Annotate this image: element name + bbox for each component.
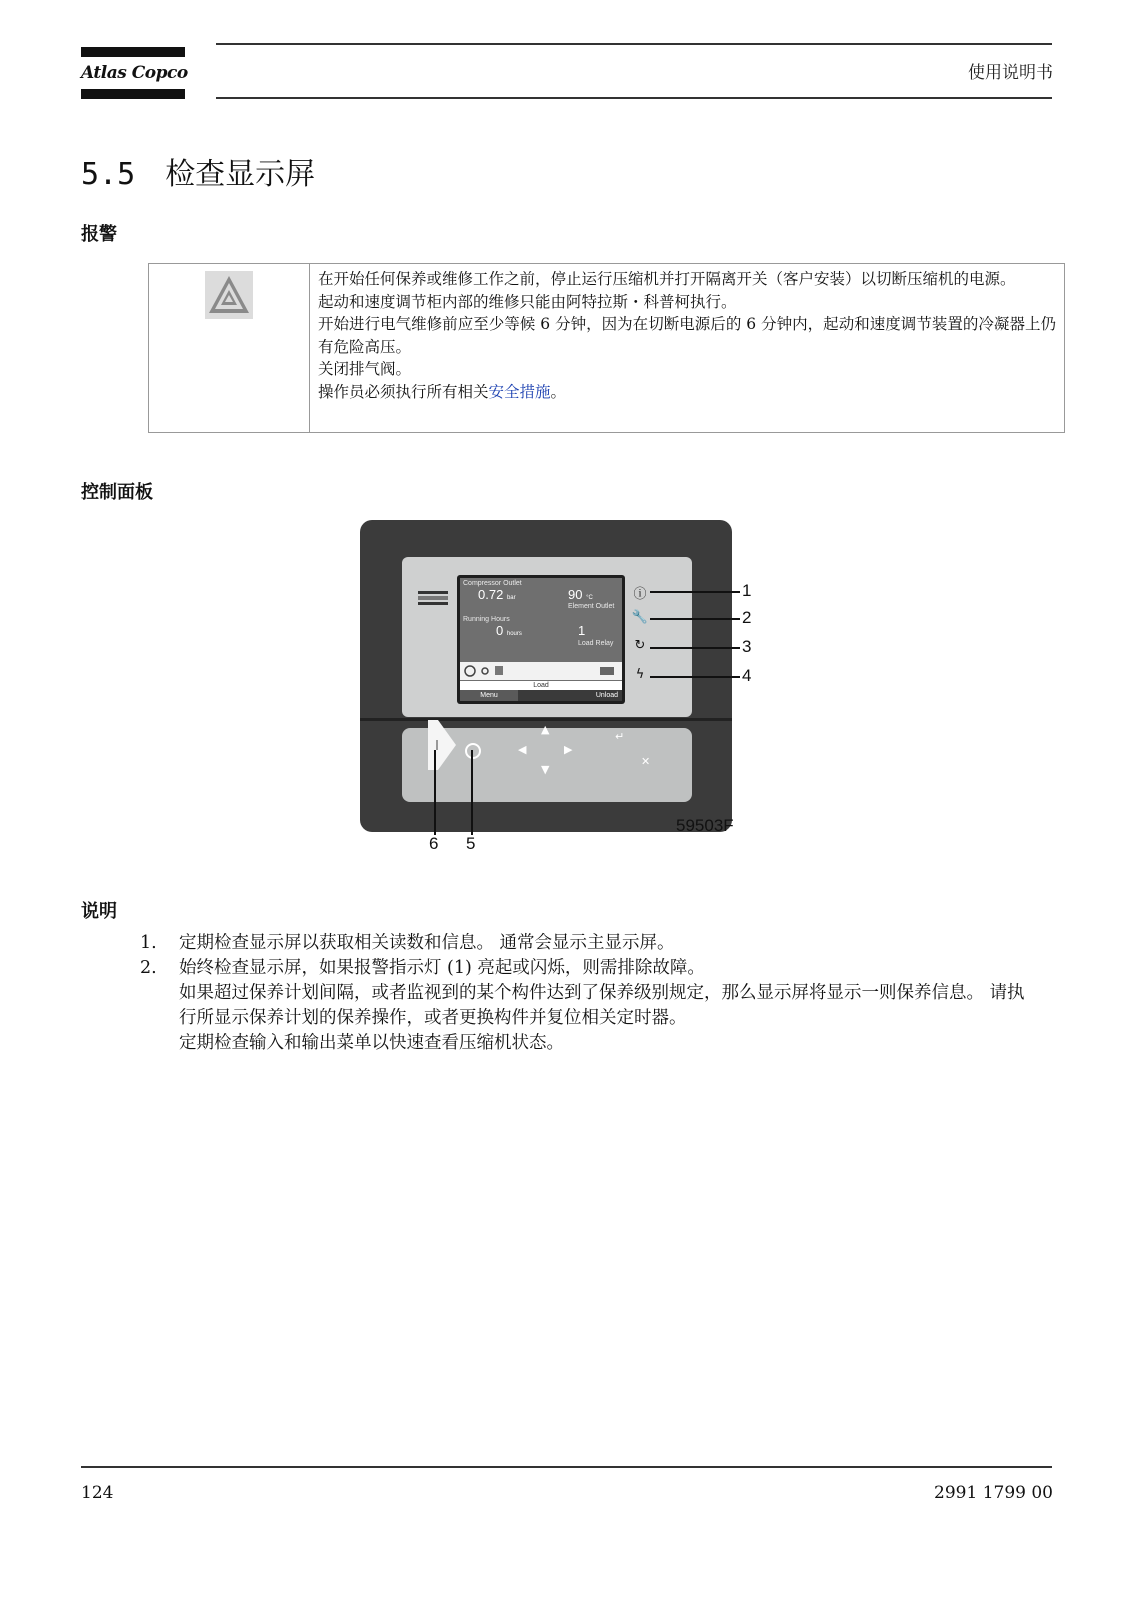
running-hours-value: 0 — [496, 623, 504, 638]
voltage-on-icon: ϟ — [635, 667, 645, 682]
list-item — [140, 931, 1040, 956]
logo-top-bar — [81, 47, 185, 57]
footer-rule — [81, 1466, 1052, 1468]
arrow-left-icon[interactable]: ◀ — [518, 743, 527, 756]
document-title: 使用说明书 — [968, 63, 1053, 83]
running-hours-reading — [496, 623, 522, 638]
panel-divider — [360, 718, 732, 721]
list-line: 始终检查显示屏，如果报警指示灯 (1) 亮起或闪烁，则需排除故障。 — [179, 958, 705, 978]
callout-leader-2 — [650, 618, 740, 620]
section-heading — [81, 149, 315, 193]
load-relay-label: Load Relay — [578, 640, 614, 647]
running-hours-unit: hours — [506, 631, 522, 637]
list-marker: 2. — [140, 958, 157, 978]
menu-softkey[interactable]: Menu — [460, 690, 518, 701]
list-item — [140, 956, 1040, 1056]
enter-icon[interactable]: ↵ — [615, 730, 625, 743]
callout-6: 6 — [429, 834, 439, 853]
callout-5: 5 — [466, 834, 476, 853]
running-hours-label: Running Hours — [463, 616, 510, 623]
compressor-outlet-reading — [478, 587, 516, 602]
figure-code: 59503F — [676, 816, 734, 835]
panel-brand-logo — [418, 590, 450, 604]
warning-line: 开始进行电气维修前应至少等候 6 分钟，因为在切断电源后的 6 分钟内，起动和速度调节装置的冷凝器上仍有危险高压。 — [318, 315, 1056, 356]
alarm-indicator-icon: ⓘ — [633, 587, 647, 602]
section-number: 5.5 — [81, 157, 136, 192]
control-panel-heading: 控制面板 — [81, 482, 153, 503]
header-rule-top — [216, 43, 1052, 45]
callout-4: 4 — [742, 666, 752, 685]
element-outlet-unit: °C — [586, 595, 593, 601]
load-relay-value: 1 — [578, 623, 586, 638]
start-button[interactable] — [428, 720, 456, 770]
callout-1: 1 — [742, 581, 752, 600]
callout-leader-4 — [650, 676, 740, 678]
warning-line: 起动和速度调节柜内部的维修只能由阿特拉斯・科普柯执行。 — [318, 292, 737, 311]
callout-leader-5 — [471, 750, 473, 835]
list-marker: 1. — [140, 933, 157, 953]
warning-line: 在开始任何保养或维修工作之前，停止运行压缩机并打开隔离开关（客户安装）以切断压缩机的电源。 — [318, 270, 1016, 288]
warning-icon-cell — [149, 264, 310, 432]
status-load: Load — [460, 681, 622, 690]
callout-leader-1 — [650, 591, 740, 593]
description-heading: 说明 — [81, 901, 117, 922]
escape-icon[interactable]: ✕ — [641, 755, 651, 768]
warning-box — [148, 263, 1065, 433]
document-number: 2991 1799 00 — [934, 1483, 1053, 1503]
warning-triangle-icon — [205, 271, 253, 319]
service-wrench-icon: 🔧 — [631, 610, 649, 625]
unload-softkey[interactable]: Unload — [595, 692, 618, 699]
display-screen — [460, 578, 622, 701]
warning-last-line-suffix: 。 — [550, 382, 567, 401]
warning-line — [318, 381, 1056, 404]
callout-leader-6 — [434, 750, 436, 835]
auto-operation-icon: ↻ — [634, 638, 646, 653]
atlas-copco-logo — [81, 47, 189, 99]
stop-button[interactable] — [465, 743, 481, 759]
page-number: 124 — [81, 1483, 114, 1503]
list-line: 定期检查输入和输出菜单以快速查看压缩机状态。 — [179, 1033, 564, 1053]
compressor-outlet-label: Compressor Outlet — [463, 580, 522, 587]
warning-heading: 报警 — [81, 224, 117, 245]
logo-bottom-bar — [81, 89, 185, 99]
safety-precautions-link[interactable]: 安全措施 — [488, 382, 551, 401]
element-outlet-value: 90 — [568, 587, 583, 602]
element-outlet-reading — [568, 587, 593, 602]
element-outlet-label: Element Outlet — [568, 603, 615, 610]
section-title: 检查显示屏 — [165, 157, 316, 192]
compressor-outlet-value: 0.72 — [478, 587, 504, 602]
callout-leader-3 — [650, 647, 740, 649]
list-line: 定期检查显示屏以获取相关读数和信息。 通常会显示主显示屏。 — [179, 933, 675, 953]
logo-wordmark: Atlas Copco — [81, 63, 188, 83]
list-line: 如果超过保养计划间隔，或者监视到的某个构件达到了保养级别规定，那么显示屏将显示一则保养信息。 请执行所显示保养计划的保养操作，或者更换构件并复位相关定时器。 — [179, 983, 1025, 1028]
header-rule-bottom — [216, 97, 1052, 99]
arrow-up-icon[interactable]: ▲ — [541, 723, 550, 736]
arrow-right-icon[interactable]: ▶ — [564, 743, 573, 756]
warning-line: 关闭排气阀。 — [318, 360, 412, 378]
arrow-down-icon[interactable]: ▼ — [541, 763, 550, 776]
control-panel-figure — [360, 520, 770, 865]
warning-last-line-prefix: 操作员必须执行所有相关 — [318, 382, 489, 401]
compressor-outlet-unit: bar — [506, 595, 516, 601]
description-list — [140, 931, 1040, 1056]
warning-text — [318, 268, 1056, 403]
callout-2: 2 — [742, 608, 752, 627]
status-icon-band — [460, 662, 622, 680]
callout-3: 3 — [742, 637, 752, 656]
